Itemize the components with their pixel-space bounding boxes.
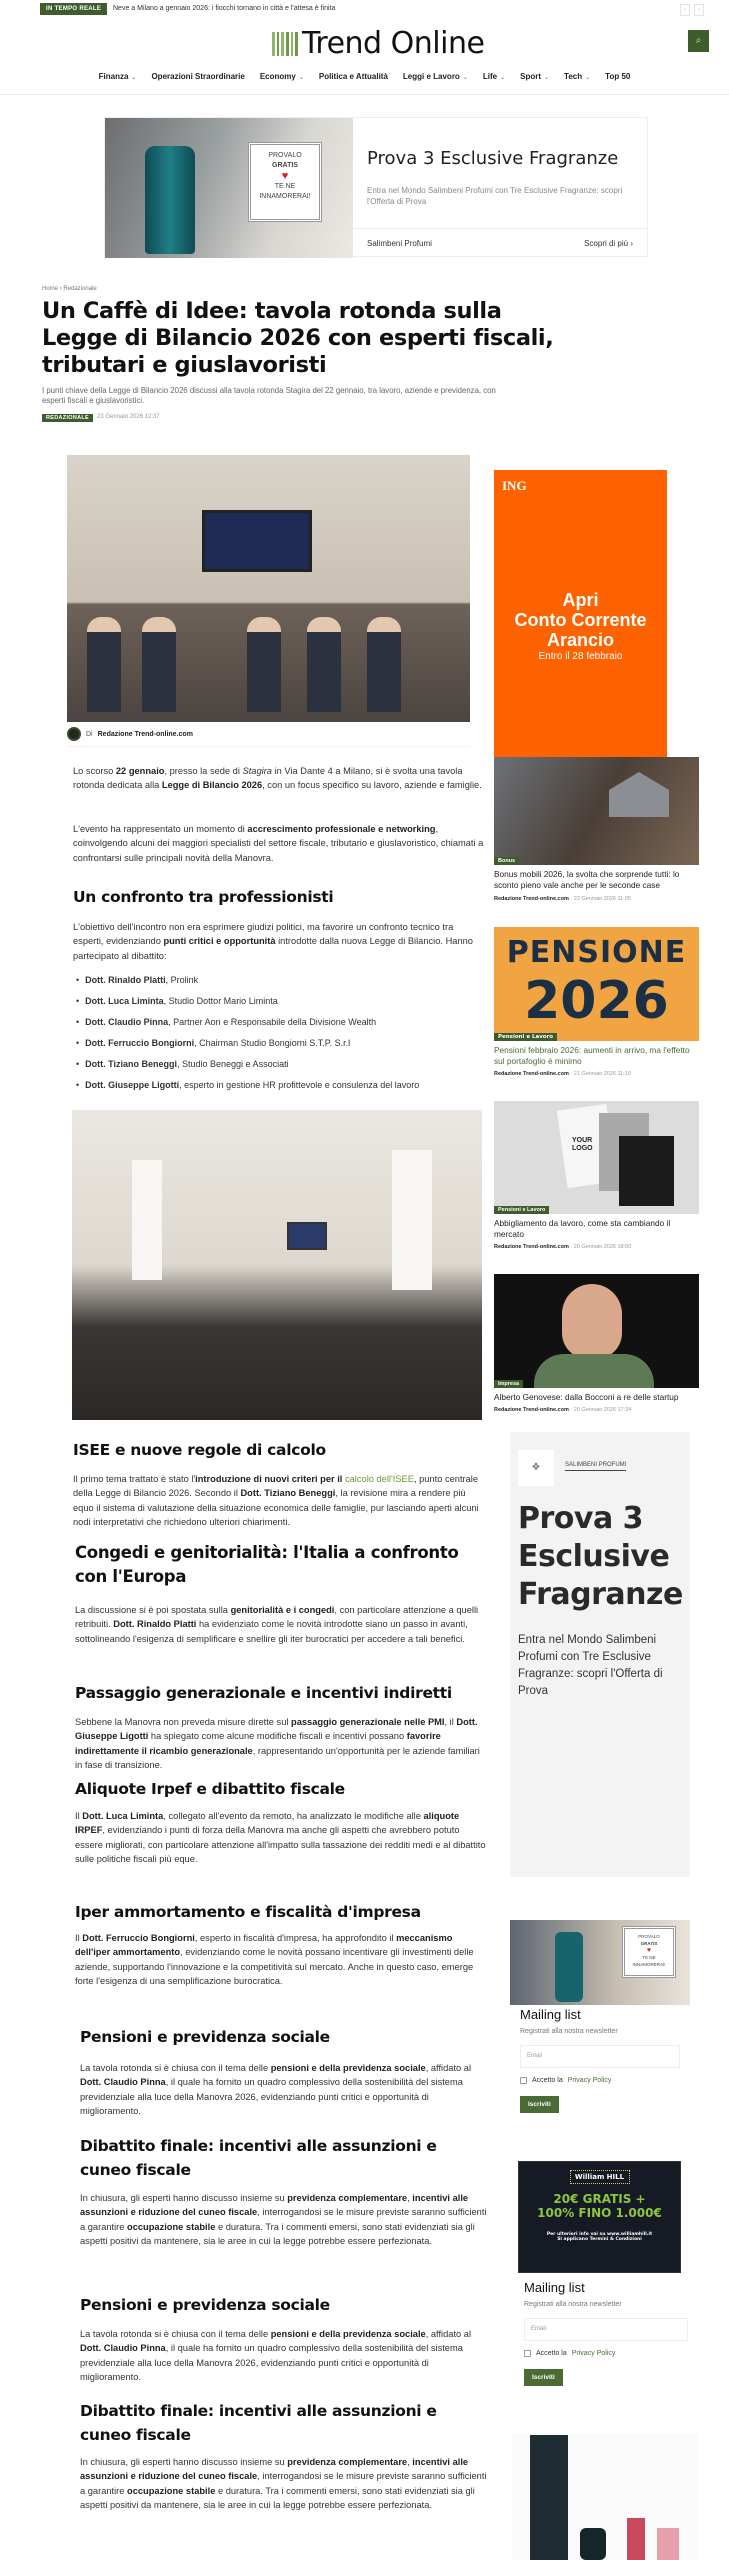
ing-logo: ING: [502, 478, 527, 493]
card-category[interactable]: Bonus: [494, 857, 519, 865]
salimbeni-logo-icon: ❖: [518, 1450, 554, 1486]
text-segment: Dott. Claudio Pinna: [80, 2343, 166, 2354]
ad-brand: SALIMBENI PROFUMI: [565, 1462, 626, 1471]
section-heading: Iper ammortamento e fiscalità d'impresa: [75, 1903, 421, 1921]
text-segment: introduzione di nuovi criteri per il: [195, 1474, 343, 1484]
main-nav: [0, 72, 729, 81]
card-title[interactable]: Bonus mobili 2026, la svolta che sorprende tutti: lo sconto pieno vale anche per le seconde case: [494, 869, 680, 890]
text-segment: , presso la sede di: [164, 766, 243, 776]
paragraph: [80, 2061, 492, 2118]
card-image[interactable]: [494, 927, 699, 1041]
ad-headline: Apri: [562, 590, 599, 610]
section-heading: Aliquote Irpef e dibattito fiscale: [75, 1780, 345, 1798]
ad-subline: Si applicano Termini & Condizioni: [557, 2237, 642, 2242]
image-text: PENSIONE: [506, 935, 687, 970]
text-segment: , Studio Dottor Mario Liminta: [163, 996, 278, 1006]
text-segment: ,: [407, 2457, 413, 2467]
nav-item[interactable]: Tech ⌄: [564, 72, 591, 81]
text-segment: Dott. Ferruccio Bongiorni: [85, 1038, 195, 1048]
text-segment: , il quale ha fornito un quadro complessivo della sostenibilità del sistema previdenziale alla luce della Manovra 2026, evidenziando punti critici e opportunità di miglioramento.: [80, 2077, 463, 2116]
text-segment: Il: [75, 1811, 83, 1821]
ad-description: Entra nel Mondo Salimbeni Profumi con Tre Esclusive Fragranze: scopri l'Offerta di Prova: [367, 186, 623, 206]
privacy-checkbox[interactable]: Accetto la Privacy Policy: [524, 2350, 688, 2357]
privacy-link[interactable]: Privacy Policy: [567, 2077, 612, 2084]
text-segment: Dott. Rinaldo Platti: [85, 975, 166, 985]
card-category[interactable]: Impresa: [494, 1380, 523, 1388]
text-segment: aliquote IRPEF: [75, 1811, 460, 1836]
privacy-link[interactable]: Privacy Policy: [571, 2350, 616, 2357]
text-segment: , Chairman Studio Bongiorni S.T.P. S.r.l: [194, 1038, 351, 1048]
nav-item[interactable]: Sport ⌄: [520, 72, 550, 81]
card-category[interactable]: Pensioni e Lavoro: [494, 1206, 549, 1214]
mailing-list-widget: [510, 2278, 702, 2388]
text-segment: pensioni e della previdenza sociale: [270, 2063, 426, 2073]
nav-item[interactable]: Operazioni Straordinarie: [151, 72, 245, 81]
paragraph: [80, 2455, 492, 2512]
text-segment: Dott. Rinaldo Platti: [113, 1619, 197, 1630]
section-heading: Un confronto tra professionisti: [73, 888, 334, 906]
subscribe-button[interactable]: Iscriviti: [520, 2096, 559, 2113]
text-segment: , rappresentando un'opportunità per le aziende familiari in fase di transizione.: [75, 1745, 480, 1770]
text-segment: Lo scorso: [73, 766, 116, 776]
email-input[interactable]: Email: [524, 2318, 688, 2341]
salimbeni-ad[interactable]: [510, 1432, 690, 1877]
author-prefix: Di: [86, 730, 93, 738]
ad-banner-top[interactable]: [104, 117, 648, 257]
heart-icon: ♥: [281, 170, 289, 182]
ad-brand: William HILL: [570, 2170, 630, 2184]
participant-item: [76, 1015, 486, 1036]
mailing-title: Mailing list: [520, 2007, 581, 2022]
ad-title[interactable]: Prova 3 Esclusive Fragranze: [367, 148, 619, 169]
subscribe-button[interactable]: Iscriviti: [524, 2369, 563, 2386]
text-segment: In chiusura, gli esperti hanno discusso insieme su: [80, 2457, 288, 2467]
williamhill-ad[interactable]: [518, 2161, 681, 2273]
promo-text: TE NE: [274, 183, 296, 190]
breadcrumb[interactable]: Home › Redazionale: [42, 286, 97, 292]
article-subtitle: I punti chiave della Legge di Bilancio 2026 discussi alla tavola rotonda Stagira del 22 gennaio, tra lavoro, aziende e previdenza, con esperti fiscali e giuslavoristici.: [42, 386, 496, 405]
text-segment: La tavola rotonda si è chiusa con il tema delle: [80, 2329, 271, 2339]
card-date: 22 Gennaio 2026 11:05: [573, 896, 631, 902]
card-author: Redazione Trend-online.com: [494, 896, 569, 902]
card-image[interactable]: [494, 1101, 699, 1214]
ad-headline: 20€ GRATIS +: [553, 2192, 646, 2206]
search-button[interactable]: [688, 30, 709, 52]
ad-description: Entra nel Mondo Salimbeni Profumi con Tre Esclusive Fragranze: scopri l'Offerta di Prova: [518, 1634, 663, 1697]
nav-item[interactable]: Finanza ⌄: [98, 72, 137, 81]
fragrance-ad-image[interactable]: PROVALO GRATIS ♥ TE NE INNAMORERAI!: [510, 1920, 690, 2005]
logo-mark-icon: [272, 32, 298, 56]
paragraph: [73, 822, 485, 865]
chevron-down-icon: ⌄: [298, 75, 304, 81]
card-date: 21 Gennaio 2026 11:19: [573, 1071, 631, 1077]
ad-headline: Arancio: [546, 630, 615, 650]
paragraph: [80, 2327, 492, 2384]
text-segment: incentivi alle assunzioni e riduzione del cuneo fiscale: [80, 2193, 469, 2218]
paragraph: [75, 1809, 487, 1866]
text-segment: introdotte dalla nuova Legge di Bilancio. Hanno partecipato al dibattito:: [73, 936, 473, 961]
ticker-prev-button[interactable]: ‹: [680, 4, 690, 16]
section-heading: Congedi e genitorialità: l'Italia a confronto con l'Europa: [75, 1543, 459, 1586]
promo-text: INNAMORERAI!: [259, 193, 311, 200]
text-segment: , affidato al: [425, 2329, 472, 2339]
privacy-checkbox[interactable]: Accetto la Privacy Policy: [520, 2077, 680, 2084]
text-segment: , collegato all'evento da remoto, ha analizzato le modifiche alle: [163, 1811, 424, 1821]
participant-item: [76, 973, 486, 994]
card-image[interactable]: [494, 757, 699, 865]
card-meta: Redazione Trend-online.com · 20 Gennaio 2026 17:34: [494, 1407, 632, 1413]
participant-item: [76, 1057, 486, 1078]
text-segment: 22 gennaio: [115, 766, 165, 776]
section-heading: Dibattito finale: incentivi alle assunzioni e cuneo fiscale: [80, 2402, 437, 2444]
header-divider: [0, 94, 729, 95]
text-segment: e duratura. Tra i commenti emersi, sono stati evidenziati sia gli aspetti positivi da mantenere, sia le aree in cui la legge potrebbe essere perfezionata.: [80, 2221, 475, 2246]
text-segment: Dott. Luca Liminta: [82, 1811, 164, 1821]
chevron-down-icon: ⌄: [500, 75, 506, 81]
mailing-list-widget: [510, 2005, 690, 2115]
section-heading: Passaggio generazionale e incentivi indiretti: [75, 1684, 452, 1702]
text-segment: in Via Dante 4 a Milano, si è svolta una tavola rotonda dedicata alla: [73, 766, 463, 791]
text-segment: , evidenziando come le novità possano incentivare gli investimenti delle aziende, supportando l'innovazione e la competitività sul mercato. Anche in questo caso, emerge forte l'esigenza di una semplificazione burocratica.: [75, 1947, 474, 1986]
ad-advertiser: Salimbeni Profumi: [367, 239, 432, 248]
image-text: YOUR LOGO: [572, 1137, 593, 1152]
ad-subline: Per ulteriori info vai su www.williamhill.it: [546, 2232, 653, 2237]
promo-text: PROVALO: [268, 152, 302, 159]
email-input[interactable]: Email: [520, 2045, 680, 2068]
text-segment: ha spiegato come alcune modifiche fiscali e incentivi possano: [148, 1731, 407, 1742]
site-name: Trend Online: [302, 26, 485, 61]
text-segment: Dott. Tiziano Beneggi: [85, 1059, 177, 1069]
text-segment: genitorialità e i congedi: [230, 1605, 335, 1615]
participant-item: [76, 994, 486, 1015]
text-segment: , interrogandosi se le misure previste saranno sufficienti a garantire: [80, 2207, 487, 2232]
paragraph: [75, 1931, 487, 1988]
text-segment: , punto centrale della Legge di Bilancio 2026. Secondo il: [73, 1474, 479, 1499]
section-heading: Pensioni e previdenza sociale: [80, 2296, 330, 2314]
text-segment: , affidato al: [425, 2063, 472, 2073]
publish-date: 23 Gennaio 2026 12:37: [97, 414, 160, 420]
text-segment: , coinvolgendo alcuni dei maggiori specialisti del settore fiscale, tributario e giuslavoristico, chiamati a confrontarsi sulle principali novità della Manovra.: [73, 824, 484, 863]
text-segment: Il: [75, 1933, 83, 1943]
chevron-down-icon: ⌄: [462, 75, 468, 81]
nav-item[interactable]: Politica e Attualità: [318, 72, 388, 81]
paragraph: [75, 1715, 487, 1772]
text-segment: e duratura. Tra i commenti emersi, sono stati evidenziati sia gli aspetti positivi da mantenere, sia le aree in cui la legge potrebbe essere perfezionata.: [80, 2485, 475, 2510]
text-segment: Il primo tema trattato è stato l': [73, 1474, 196, 1484]
ad-image: [105, 118, 353, 258]
text-segment: , esperto in gestione HR profittevole e consulenza del lavoro: [179, 1080, 420, 1090]
presentation-screen: [202, 510, 312, 572]
text-segment: Dott. Claudio Pinna: [80, 2077, 166, 2088]
event-photo-room: [72, 1110, 482, 1420]
ad-headline: Conto Corrente: [514, 610, 647, 630]
text-segment: incentivi alle assunzioni e riduzione del cuneo fiscale: [80, 2457, 469, 2482]
card-category[interactable]: Pensioni e Lavoro: [494, 1033, 557, 1041]
card-title[interactable]: Pensioni febbraio 2026: aumenti in arrivo, ma l'effetto sul portafoglio è minimo: [494, 1045, 690, 1066]
text-segment: pensioni e della previdenza sociale: [270, 2329, 426, 2339]
ad-title: Prova 3 Esclusive Fragranze: [518, 1501, 683, 1612]
text-segment: L'evento ha rappresentato un momento di: [73, 824, 248, 834]
text-segment: , la revisione mira a rendere più equo il sistema di valutazione della situazione economica delle famiglie, pur lasciando aperti alcuni nodi interpretativi che richiedono ulteriori chiarimenti.: [73, 1488, 479, 1527]
text-segment: , evidenziando i punti di forza della Manovra ma anche gli aspetti che avrebbero potuto essere migliorati, con particolare attenzione all'impatto sulla tassazione dei redditi medi e al dibattito sulle politiche fiscali più eque.: [75, 1825, 486, 1864]
text-segment: , con un focus specifico su lavoro, aziende e famiglie.: [262, 780, 482, 791]
site-logo[interactable]: [272, 26, 484, 61]
diffuser-bottle: [145, 146, 195, 254]
card-date: 20 Gennaio 2026 18:00: [573, 1244, 632, 1250]
card-title[interactable]: Alberto Genovese: dalla Bocconi a re delle startup: [494, 1392, 679, 1402]
card-meta: Redazione Trend-online.com · 20 Gennaio 2026 18:00: [494, 1244, 632, 1250]
search-icon: ⌕: [695, 35, 702, 46]
text-segment: Stagira: [242, 766, 272, 776]
text-segment: L'obiettivo dell'incontro non era esprimere giudizi politici, ma favorire un confronto tecnico tra esperti, evidenziando: [73, 922, 454, 947]
text-segment: occupazione stabile: [127, 2485, 216, 2496]
card-image[interactable]: [494, 1274, 699, 1388]
text-segment: ha evidenziato come le novità introdotte siano un passo in avanti, sottolineando l'esigenza di semplificare e snellire gli iter burocratici per accedere a tali benefici.: [75, 1619, 468, 1644]
chevron-down-icon: ⌄: [131, 75, 137, 81]
text-segment: occupazione stabile: [127, 2221, 216, 2232]
author-line: [67, 727, 193, 741]
chevron-down-icon: ⌄: [585, 75, 591, 81]
promo-box: [248, 142, 322, 222]
nav-item[interactable]: Top 50: [605, 72, 631, 81]
author-avatar: [67, 727, 81, 741]
divider: [67, 746, 470, 747]
text-segment: La tavola rotonda si è chiusa con il tema delle: [80, 2063, 271, 2073]
article-title: Un Caffè di Idee: tavola rotonda sulla Legge di Bilancio 2026 con esperti fiscali, tributari e giuslavoristi: [42, 298, 554, 378]
promo-text: GRATIS: [272, 162, 298, 169]
category-badge[interactable]: REDAZIONALE: [42, 414, 93, 422]
ad-cta-button[interactable]: Scopri di più ›: [584, 239, 633, 248]
text-segment: Dott. Tiziano Beneggi: [240, 1488, 336, 1499]
text-segment: Dott. Ferruccio Bongiorni: [82, 1933, 195, 1943]
text-segment: accrescimento professionale e networking: [247, 824, 436, 834]
mailing-title: Mailing list: [524, 2280, 585, 2295]
section-heading: Pensioni e previdenza sociale: [80, 2028, 330, 2046]
card-author: Redazione Trend-online.com: [494, 1071, 569, 1077]
paragraph: [73, 920, 485, 963]
card-date: 20 Gennaio 2026 17:34: [573, 1407, 632, 1413]
text-segment: favorire indirettamente il ricambio generazionale: [75, 1731, 441, 1756]
fragrance-ad-bottom[interactable]: [512, 2433, 698, 2560]
card-author: Redazione Trend-online.com: [494, 1407, 569, 1413]
text-segment: passaggio generazionale nelle PMI: [291, 1717, 445, 1727]
text-segment: ,: [407, 2193, 413, 2203]
card-author: Redazione Trend-online.com: [494, 1244, 569, 1250]
text-segment: , interrogandosi se le misure previste saranno sufficienti a garantire: [80, 2471, 487, 2496]
paragraph: [80, 2191, 492, 2248]
image-text: 2026: [524, 971, 669, 1031]
chevron-down-icon: ⌄: [544, 75, 550, 81]
paragraph: [73, 764, 485, 793]
text-segment: In chiusura, gli esperti hanno discusso insieme su: [80, 2193, 288, 2203]
text-segment: Dott. Giuseppe Ligotti: [75, 1717, 478, 1742]
section-heading: ISEE e nuove regole di calcolo: [73, 1441, 326, 1459]
ad-headline: 100% FINO 1.000€: [537, 2206, 662, 2220]
text-segment: previdenza complementare: [287, 2457, 408, 2467]
nav-item[interactable]: Leggi e Lavoro ⌄: [402, 72, 468, 81]
text-segment: , esperto in fiscalità d'impresa, ha approfondito il: [194, 1933, 397, 1943]
participant-item: [76, 1078, 486, 1099]
text-segment: Dott. Luca Liminta: [85, 996, 164, 1006]
inline-link[interactable]: calcolo dell'ISEE: [344, 1474, 414, 1484]
ticker-headline[interactable]: Neve a Milano a gennaio 2026: i fiocchi tornano in città e l'attesa è finita: [113, 5, 336, 12]
text-segment: , Studio Beneggi e Associati: [177, 1059, 289, 1069]
paragraph: [75, 1603, 487, 1646]
text-segment: La discussione si è poi spostata sulla: [75, 1605, 231, 1615]
ing-ad[interactable]: [494, 470, 667, 757]
text-segment: , Partner Aon e Responsabile della Divisione Wealth: [168, 1017, 377, 1027]
text-segment: Legge di Bilancio 2026: [161, 780, 263, 791]
participants-list: [76, 973, 486, 1099]
text-segment: , Prolink: [165, 975, 199, 985]
live-badge: IN TEMPO REALE: [40, 3, 107, 15]
section-heading: Dibattito finale: incentivi alle assunzioni e cuneo fiscale: [80, 2137, 437, 2179]
text-segment: Sebbene la Manovra non preveda misure dirette sul: [75, 1717, 292, 1727]
event-photo: [67, 455, 470, 722]
ad-subline: Entro il 28 febbraio: [538, 651, 623, 662]
paragraph: [73, 1472, 485, 1529]
text-segment: , il: [444, 1717, 457, 1727]
participant-item: [76, 1036, 486, 1057]
mailing-subtitle: Registrati alla nostra newsletter: [524, 2301, 622, 2308]
nav-item[interactable]: Economy ⌄: [259, 72, 304, 81]
mailing-subtitle: Registrati alla nostra newsletter: [520, 2028, 618, 2035]
text-segment: Dott. Giuseppe Ligotti: [85, 1080, 180, 1090]
card-meta: Redazione Trend-online.com · 21 Gennaio 2026 11:19: [494, 1071, 631, 1077]
text-segment: Dott. Claudio Pinna: [85, 1017, 169, 1027]
card-title[interactable]: Abbigliamento da lavoro, come sta cambiando il mercato: [494, 1218, 671, 1239]
text-segment: , il quale ha fornito un quadro complessivo della sostenibilità del sistema previdenziale alla luce della Manovra 2026, evidenziando punti critici e opportunità di miglioramento.: [80, 2343, 463, 2382]
text-segment: , con particolare attenzione a quelli retribuiti.: [75, 1605, 479, 1630]
nav-item[interactable]: Life ⌄: [482, 72, 506, 81]
text-segment: punti critici e opportunità: [163, 936, 276, 947]
text-segment: previdenza complementare: [287, 2193, 408, 2203]
author-name[interactable]: Redazione Trend-online.com: [97, 730, 193, 738]
card-meta: Redazione Trend-online.com · 22 Gennaio 2026 11:05: [494, 896, 631, 902]
ticker-next-button[interactable]: ›: [694, 4, 704, 16]
text-segment: meccanismo dell'iper ammortamento: [75, 1933, 453, 1958]
